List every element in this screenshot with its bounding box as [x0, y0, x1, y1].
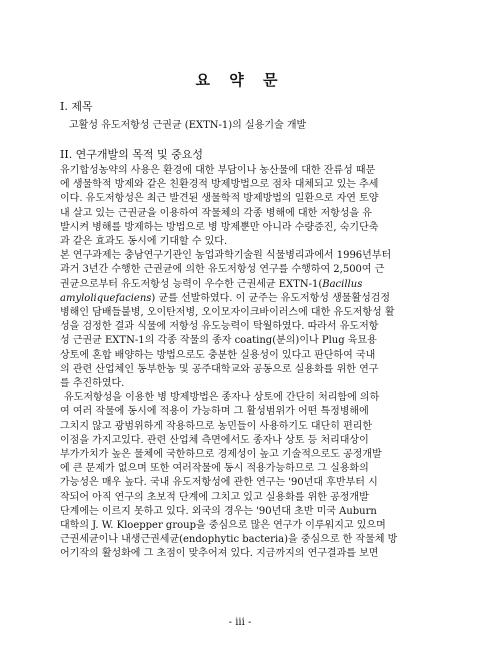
body-line: 과 같은 효과도 동시에 기대할 수 있다.	[60, 236, 228, 248]
project-title: 고활성 유도저항성 근권균 (EXTN-1)의 실용기술 개발	[69, 120, 307, 131]
body-line: 대학의 J. W. Kloepper group을 중심으로 많은 연구가 이루워지고 있으며	[60, 520, 386, 532]
body-line: 가능성은 매우 높다. 국내 유도저항성에 관한 연구는 '90년대 후반부터 시	[60, 477, 378, 489]
body-line: 본 연구과제는 충남연구기관인 농업과학기술원 식물병리과에서 1996년부터	[60, 250, 392, 262]
body-line: 에 큰 문제가 없으며 또한 여러작물에 동시 적용가능하므로 그 실용화의	[60, 463, 369, 475]
body-line: 단계에는 이르지 못하고 있다. 외국의 경우는 '90년대 초반 미국 Auburn	[60, 505, 377, 517]
body-line: 여 여러 작물에 동시에 적용이 가능하며 그 활성범위가 어떤 특정병해에	[60, 406, 369, 418]
section-heading-title: I. 제목	[60, 100, 93, 113]
body-text	[60, 164, 437, 562]
body-line: 과거 3년간 수행한 근권균에 의한 유도저항성 연구를 수행하여 2,500여 근	[60, 264, 385, 276]
body-line: 상토에 혼합 배양하는 방법으로도 충분한 실용성이 있다고 판단하여 국내	[60, 349, 376, 361]
body-line: 부가가치가 높은 물체에 국한하므로 경제성이 높고 기술적으로도 공정개발	[60, 449, 382, 461]
body-line: 성을 검정한 결과 식물에 저항성 유도능력이 탁월하였다. 따라서 유도저항	[60, 321, 379, 333]
section-heading-purpose: II. 연구개발의 목적 및 중요성	[60, 148, 204, 161]
body-line: 병해인 담배들불병, 오이탄저병, 오이모자이크바이러스에 대한 유도저항성 활	[60, 307, 395, 319]
body-line: 이점을 가지고있다. 관련 산업체 측면에서도 종자나 상토 등 처리대상이	[60, 434, 369, 446]
page-title: 요 약 문	[195, 71, 285, 89]
body-line: 성 근권균 EXTN-1의 각종 작물의 종자 coating(분의)이나 Plug 육묘용	[60, 335, 377, 347]
body-line: 유기합성농약의 사용은 환경에 대한 부담이나 농산물에 대한 잔류성 때문	[60, 165, 376, 176]
body-line: 어기작의 활성화에 그 초점이 맞추어져 있다. 지금까지의 연구결과를 보면	[60, 548, 379, 560]
body-line: 를 추진하였다.	[60, 378, 125, 390]
body-line: 에 생물학적 방제와 같은 친환경적 방제방법으로 점차 대체되고 있는 추세	[60, 179, 379, 191]
species-name: Bacillus	[322, 278, 363, 290]
body-line: amyloliquefaciens) 균를 선발하였다. 이 균주는 유도저항성 생물활성검정	[60, 292, 391, 304]
body-line: 의 관련 산업체인 동부한농 및 공주대학교와 공동으로 실용화를 위한 연구	[60, 363, 379, 375]
body-line: 권균으로부터 유도저항성 능력이 우수한 근권세균 EXTN-1(Bacillus	[60, 278, 363, 290]
body-line: 유도저항성을 이용한 병 방제방법은 종자나 상토에 간단히 처리함에 의하	[64, 392, 380, 404]
body-line: 근권세균이나 내생근권세균(endophytic bacteria)을 중심으로 한 작물체 방	[60, 534, 398, 546]
body-line: 작되어 아직 연구의 초보적 단계에 그치고 있고 실용화를 위한 공정개발	[60, 491, 369, 503]
body-line: 발시켜 병해를 방제하는 방법으로 병 방제뿐만 아니라 수량증진, 숙기단축	[60, 221, 379, 233]
species-name: amyloliquefaciens	[60, 292, 152, 304]
body-line: 이다. 유도저항성은 최근 발견된 생물학적 방제방법의 일환으로 자연 토양	[60, 193, 379, 205]
page-number: - iii -	[228, 617, 252, 628]
body-line: 그치지 않고 광범위하게 작용하므로 농민들이 사용하기도 대단히 편리한	[60, 420, 373, 432]
body-line: 내 살고 있는 근권균을 이용하여 작물체의 각종 병해에 대한 저항성을 유	[60, 207, 372, 219]
